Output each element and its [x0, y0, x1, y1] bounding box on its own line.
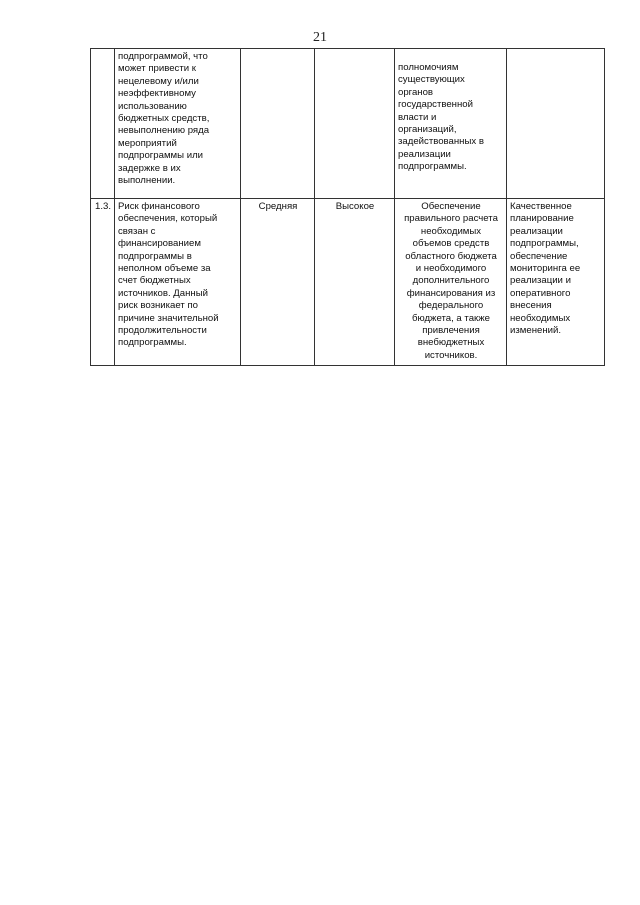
cell-mitigation-measures: Обеспечение правильного расчета необходимых объемов средств областного бюджета и необходимого дополнительного финансирования из федерального бюджета, а также привлечения внебюджетных источников. — [395, 199, 507, 366]
cell-impact: Высокое — [315, 199, 395, 366]
cell-response-measures: Качественное планирование реализации подпрограммы, обеспечение мониторинга ее реализации и оперативного внесения необходимых изменений. — [507, 199, 605, 366]
cell-response-measures — [507, 49, 605, 199]
cell-number: 1.3. — [91, 199, 115, 366]
cell-impact — [315, 49, 395, 199]
cell-number — [91, 49, 115, 199]
risk-table — [90, 48, 605, 366]
cell-mitigation-measures: полномочиям существующих органов государственной власти и организаций, задействованных в реализации подпрограммы. — [395, 49, 507, 199]
cell-probability: Средняя — [241, 199, 315, 366]
page-number: 21 — [313, 30, 327, 45]
table-row — [91, 49, 605, 199]
table-row — [91, 199, 605, 366]
cell-probability — [241, 49, 315, 199]
cell-risk-description: подпрограммой, что может привести к нецелевому и/или неэффективному использованию бюджетных средств, невыполнению ряда мероприятий подпрограммы или задержке в их выполнении. — [115, 49, 241, 199]
cell-risk-description: Риск финансового обеспечения, который связан с финансированием подпрограммы в неполном объеме за счет бюджетных источников. Данный риск возникает по причине значительной продолжительности подпрограммы. — [115, 199, 241, 366]
